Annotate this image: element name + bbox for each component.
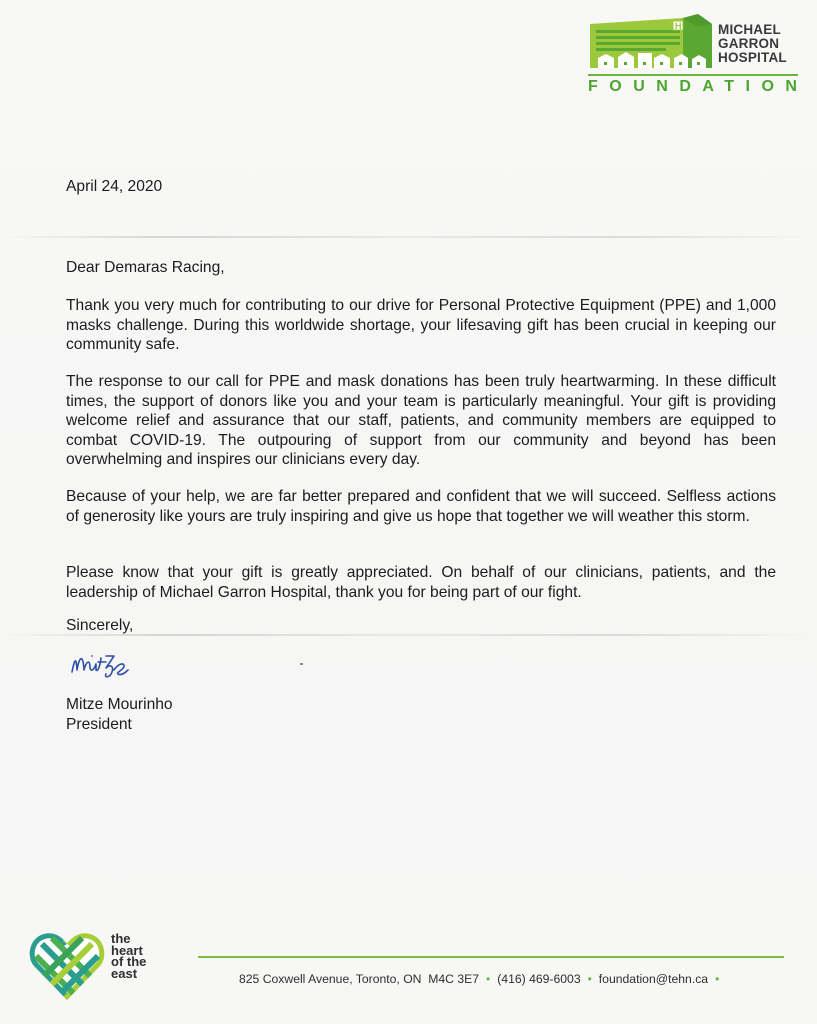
salutation: Dear Demaras Racing, bbox=[66, 259, 225, 276]
bullet-separator: • bbox=[715, 972, 720, 986]
signer-title: President bbox=[66, 716, 132, 733]
tagline-line: of the bbox=[111, 954, 147, 969]
org-name-line: GARRON bbox=[718, 36, 780, 51]
org-name-line: HOSPITAL bbox=[718, 50, 787, 65]
footer-email: foundation@tehn.ca bbox=[598, 972, 709, 986]
closing: Sincerely, bbox=[66, 617, 134, 634]
handwritten-signature bbox=[68, 644, 158, 684]
footer-address: 825 Coxwell Avenue, Toronto, ON M4C 3E7 bbox=[239, 972, 480, 986]
body-paragraph: Because of your help, we are far better prepared and confident that we will succeed. Selfless actions of generosity like yours are truly inspiring and give us hope that together we will weather this storm. bbox=[66, 488, 776, 525]
body-paragraph: The response to our call for PPE and mask donations has been truly heartwarming. In these difficult times, the support of donors like you and your team is particularly meaningful. Your gift is providing welcome relief and assurance that our staff, patients, and community members are equipped to combat COVID-19. The outpouring of support from our community and beyond has been overwhelming and inspires our clinicians every day. bbox=[66, 373, 776, 469]
logo-divider bbox=[588, 74, 798, 76]
svg-text:H: H bbox=[675, 21, 682, 31]
foundation-logo bbox=[588, 10, 809, 96]
paper-fold-line bbox=[0, 236, 817, 238]
tagline-line: the bbox=[111, 931, 131, 946]
signer-name: Mitze Mourinho bbox=[66, 696, 173, 713]
organization-name bbox=[718, 23, 787, 65]
woven-heart-icon bbox=[28, 930, 106, 1002]
tagline bbox=[111, 933, 146, 979]
footer-divider bbox=[198, 956, 784, 958]
paper-speck bbox=[300, 663, 303, 665]
bullet-separator: • bbox=[587, 972, 592, 986]
foundation-subtitle: FOUNDATION bbox=[588, 78, 809, 95]
footer-phone: (416) 469-6003 bbox=[497, 972, 581, 986]
body-paragraph: Thank you very much for contributing to our drive for Personal Protective Equipment (PPE) and 1,000 masks challenge. During this worldwide shortage, your lifesaving gift has been crucial in keeping our community safe. bbox=[66, 297, 776, 354]
letter-date: April 24, 2020 bbox=[66, 178, 163, 195]
body-paragraph: Please know that your gift is greatly appreciated. On behalf of our clinicians, patients, and the leadership of Michael Garron Hospital, thank you for being part of our fight. bbox=[66, 564, 776, 601]
footer-contact-info bbox=[239, 972, 726, 986]
tagline-line: heart bbox=[111, 942, 143, 958]
tagline-line: east bbox=[111, 965, 138, 981]
org-name-line: MICHAEL bbox=[718, 22, 781, 37]
bullet-separator: • bbox=[486, 972, 491, 986]
hospital-building-icon bbox=[588, 10, 713, 72]
